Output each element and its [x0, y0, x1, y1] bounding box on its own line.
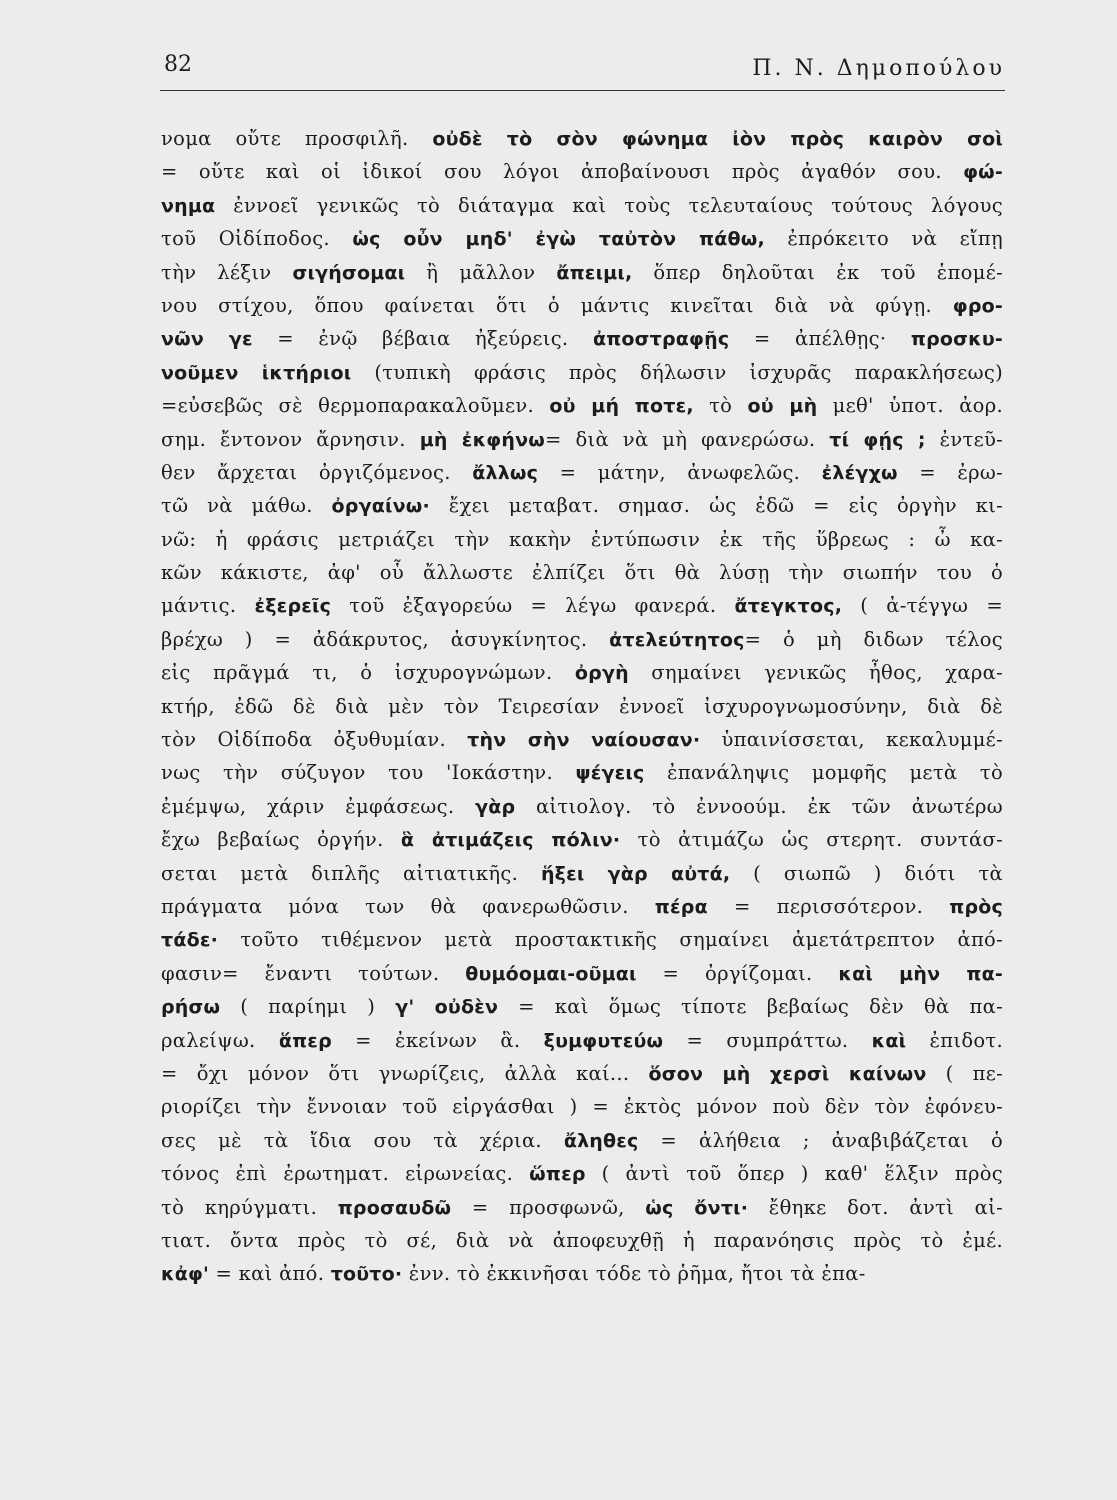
bold-term: ὀργαίνω· [331, 495, 430, 518]
bold-term: ὅσον μὴ χερσὶ καίνων [648, 1062, 927, 1085]
text-line [161, 990, 1003, 1023]
text-line [161, 322, 1003, 355]
text-run: = ἀπέλθῃς· [729, 327, 911, 351]
bold-term: πρὸς [949, 895, 1003, 918]
text-run: τὸν Οἰδίποδα ὀξυθυμίαν. [161, 728, 468, 752]
text-run: = συμπράττω. [663, 1028, 872, 1052]
text-run: = ὁ μὴ διδων τέλος [744, 627, 1004, 651]
bold-term: ρήσω [161, 996, 221, 1019]
bold-term: οὐ μὴ [747, 395, 818, 418]
bold-term: ἥξει γὰρ αὐτά, [540, 862, 731, 885]
bold-term: ἄτεγκτος, [734, 595, 843, 618]
text-run: = ὀργίζομαι. [636, 961, 839, 985]
text-run: ἐνν. τὸ ἐκκινῆσαι τόδε τὸ ῥῆμα, ἤτοι τὰ ἐπα- [402, 1262, 866, 1286]
text-line [161, 957, 1003, 990]
bold-term: κἀφ' [161, 1263, 210, 1286]
bold-term: νῶν γε [161, 328, 253, 351]
bold-term: τί φῄς ; [829, 428, 926, 451]
text-run: τοῦ ἐξαγορεύω = λέγω φανερά. [331, 594, 735, 618]
text-line [161, 423, 1003, 456]
text-line [161, 556, 1003, 589]
text-run: σεται μετὰ διπλῆς αἰτιατικῆς. [161, 861, 541, 885]
text-run: = μάτην, ἀνωφελῶς. [538, 460, 822, 484]
bold-term: τάδε· [161, 929, 219, 952]
text-run: τοῦτο τιθέμενον μετὰ προστακτικῆς σημαίνει ἀμετάτρεπτον ἀπό- [218, 928, 1003, 952]
text-run: ἔθηκε δοτ. ἀντὶ αἰ- [748, 1195, 1003, 1219]
bold-term: ἐλέγχω [821, 461, 898, 484]
text-line [161, 1191, 1003, 1224]
text-run: = ἀλήθεια ; ἀναβιβάζεται ὁ [638, 1128, 1003, 1152]
text-run: κτήρ, ἐδῶ δὲ διὰ μὲν τὸν Τειρεσίαν ἐννοεῖ ἰσχυρογνωμοσύνην, διὰ δὲ [161, 694, 1003, 718]
text-run: =εὐσεβῶς σὲ θερμοπαρακαλοῦμεν. [161, 394, 550, 418]
text-line [161, 623, 1003, 656]
bold-term: φώ- [963, 161, 1003, 184]
text-line [161, 1057, 1003, 1090]
text-line [161, 456, 1003, 489]
text-run: ἐντεῦ- [925, 427, 1004, 451]
text-run: μάντις. [161, 594, 255, 618]
text-run: ( ἀντὶ τοῦ ὅπερ ) καθ' ἕλξιν πρὸς [585, 1162, 1003, 1186]
text-run: τιατ. ὄντα πρὸς τὸ σέ, διὰ νὰ ἀποφευχθῇ ἡ παρανόησις πρὸς τὸ ἐμέ. [161, 1228, 1003, 1252]
text-run: θεν ἄρχεται ὀργιζόμενος. [161, 460, 473, 484]
text-run: εἰς πρᾶγμά τι, ὁ ἰσχυρογνώμων. [161, 661, 575, 685]
text-run: τόνος ἐπὶ ἐρωτηματ. εἰρωνείας. [161, 1162, 530, 1186]
text-run: (τυπικὴ φράσις πρὸς δήλωσιν ἰσχυρᾶς παρακλήσεως) [351, 360, 1003, 384]
text-run: = καὶ ἀπό. [209, 1262, 331, 1286]
bold-term: καὶ μὴν πα- [838, 962, 1003, 985]
bold-term: νημα [161, 194, 216, 217]
text-run: αἰτιολογ. τὸ ἐννοούμ. ἐκ τῶν ἀνωτέρω [515, 794, 1003, 818]
text-run: ( παρίημι ) [220, 995, 396, 1019]
text-line [161, 389, 1003, 422]
bold-term: ἀποστραφῇς [592, 328, 730, 351]
text-run: = ἐκείνων ἃ. [331, 1028, 544, 1052]
text-run: = ἐρω- [897, 460, 1003, 484]
bold-term: προσκυ- [910, 328, 1003, 351]
bold-term: θυμόομαι-οῦμαι [465, 962, 637, 985]
bold-term: οὐδὲ τὸ σὸν φώνημα ἰὸν πρὸς καιρὸν σοὶ [432, 128, 1003, 150]
text-line [161, 289, 1003, 322]
text-run: = οὔτε καὶ οἱ ἰδικοί σου λόγοι ἀποβαίνουσι πρὸς ἀγαθόν σου. [161, 160, 964, 184]
text-run: ὅπερ δηλοῦται ἐκ τοῦ ἑπομέ- [632, 260, 1003, 284]
text-line [161, 122, 1003, 155]
text-run: βρέχω ) = ἀδάκρυτος, ἀσυγκίνητος. [161, 627, 610, 651]
text-run: σημ. ἔντονον ἄρνησιν. [161, 427, 420, 451]
text-run: ἢ μᾶλλον [405, 260, 557, 284]
bold-term: νοῦμεν ἱκτήριοι [161, 361, 352, 384]
text-line [161, 1257, 1003, 1290]
text-line [161, 1090, 1003, 1123]
text-line [161, 723, 1003, 756]
text-run: ἐπανάληψις μομφῆς μετὰ τὸ [644, 761, 1003, 785]
bold-term: ὀργὴ [574, 662, 629, 685]
text-line [161, 189, 1003, 222]
text-line [161, 489, 1003, 522]
text-line [161, 690, 1003, 723]
text-run: = ἐνῷ βέβαια ἠξεύρεις. [252, 327, 593, 351]
text-run: ἐπιδοτ. [906, 1028, 1003, 1052]
text-line [161, 923, 1003, 956]
text-run: = προσφωνῶ, [451, 1195, 646, 1219]
bold-term: ἄληθες [563, 1129, 639, 1152]
bold-term: πέρα [654, 895, 708, 918]
text-run: τῶ νὰ μάθω. [161, 494, 332, 518]
bold-term: ἐξερεῖς [254, 595, 332, 618]
bold-term: ὥπερ [529, 1163, 586, 1186]
bold-term: ἅπερ [278, 1029, 332, 1052]
bold-term: ἃ ἀτιμάζεις πόλιν· [400, 829, 621, 852]
text-run: νομα οὔτε προσφιλῆ. [161, 127, 433, 150]
bold-term: ὡς οὖν μηδ' ἐγὼ ταὐτὸν πάθω, [352, 228, 765, 251]
text-line [161, 356, 1003, 389]
text-line [161, 1157, 1003, 1190]
text-run: = περισσότερον. [707, 894, 950, 918]
text-line [161, 1024, 1003, 1057]
text-run: = διὰ νὰ μὴ φανερώσω. [544, 427, 830, 451]
text-line [161, 256, 1003, 289]
bold-term: ὡς ὄντι· [645, 1196, 749, 1219]
text-line [161, 756, 1003, 789]
bold-term: ἀτελεύτητος [609, 628, 745, 651]
text-run: ὑπαινίσσεται, κεκαλυμμέ- [700, 728, 1003, 752]
bold-term: μὴ ἐκφήνω [419, 428, 545, 451]
page-number: 82 [164, 52, 192, 77]
text-run: πράγματα μόνα των θὰ φανερωθῶσιν. [161, 894, 655, 918]
text-line [161, 790, 1003, 823]
text-run: φασιν= ἔναντι τούτων. [161, 961, 466, 985]
text-run: ἐπρόκειτο νὰ εἴπῃ [764, 227, 1004, 251]
text-line [161, 523, 1003, 556]
text-line [161, 1224, 1003, 1257]
bold-term: σιγήσομαι [292, 261, 406, 284]
text-run: τοῦ Οἰδίποδος. [161, 227, 353, 251]
bold-term: γὰρ [475, 795, 516, 818]
text-run: νως τὴν σύζυγον του 'Ιοκάστην. [161, 761, 576, 785]
text-run: σες μὲ τὰ ἴδια σου τὰ χέρια. [161, 1128, 564, 1152]
page-header [160, 46, 1005, 91]
text-run: ριορίζει τὴν ἔννοιαν τοῦ εἰργάσθαι ) = ἐκτὸς μόνον ποὺ δὲν τὸν ἐφόνευ- [161, 1095, 1003, 1119]
bold-term: προσαυδῶ [337, 1196, 452, 1219]
text-run: τὸ [693, 394, 748, 418]
text-run: ( ἀ-τέγγω = [842, 594, 1003, 618]
running-head: Π. Ν. Δημοπούλου [752, 56, 1005, 81]
text-line [161, 890, 1003, 923]
text-run: ραλείψω. [161, 1028, 279, 1052]
text-run: κῶν κάκιστε, ἀφ' οὗ ἄλλωστε ἐλπίζει ὅτι θὰ λύσῃ τὴν σιωπήν του ὁ [161, 561, 1003, 585]
text-run: σημαίνει γενικῶς ἦθος, χαρα- [628, 661, 1003, 685]
bold-term: καὶ [871, 1029, 907, 1052]
text-line [161, 155, 1003, 188]
text-run: ( πε- [926, 1061, 1003, 1085]
text-run: = ὄχι μόνον ὅτι γνωρίζεις, ἀλλὰ καί... [161, 1061, 649, 1085]
text-run: ἐμέμψω, χάριν ἐμφάσεως. [161, 794, 476, 818]
text-line [161, 857, 1003, 890]
bold-term: τὴν σὴν ναίουσαν· [467, 729, 701, 752]
text-run: = καὶ ὅμως τίποτε βεβαίως δὲν θὰ πα- [498, 995, 1003, 1019]
bold-term: ἄλλως [472, 461, 539, 484]
text-line [161, 1124, 1003, 1157]
text-run: μεθ' ὑποτ. ἀορ. [817, 394, 1003, 418]
text-run: ( σιωπῶ ) διότι τὰ [730, 861, 1004, 885]
bold-term: τοῦτο· [330, 1263, 403, 1286]
text-run: ἔχει μεταβατ. σημασ. ὡς ἐδῶ = εἰς ὀργὴν κι- [429, 494, 1003, 518]
text-run: ἐννοεῖ γενικῶς τὸ διάταγμα καὶ τοὺς τελευταίους τούτους λόγους [215, 193, 1003, 217]
bold-term: φρο- [952, 294, 1003, 317]
text-run: τὴν λέξιν [161, 260, 293, 284]
text-run: ἔχω βεβαίως ὀργήν. [161, 828, 401, 852]
text-run: τὸ κηρύγματι. [161, 1195, 338, 1219]
bold-term: ψέγεις [575, 762, 645, 785]
bold-term: γ' οὐδὲν [395, 996, 499, 1019]
text-run: νου στίχου, ὅπου φαίνεται ὅτι ὁ μάντις κινεῖται διὰ νὰ φύγῃ. [161, 293, 953, 317]
bold-term: οὐ μή ποτε, [549, 395, 694, 418]
bold-term: ἄπειμι, [556, 261, 633, 284]
text-line [161, 656, 1003, 689]
text-line [161, 823, 1003, 856]
text-run: νῶ: ἡ φράσις μετριάζει τὴν κακὴν ἐντύπωσιν ἐκ τῆς ὕβρεως : ὦ κα- [161, 527, 1003, 551]
bold-term: ξυμφυτεύω [543, 1029, 664, 1052]
text-line [161, 589, 1003, 622]
text-run: τὸ ἀτιμάζω ὡς στερητ. συντάσ- [620, 828, 1003, 852]
text-line [161, 222, 1003, 255]
commentary-text [161, 122, 1003, 1291]
